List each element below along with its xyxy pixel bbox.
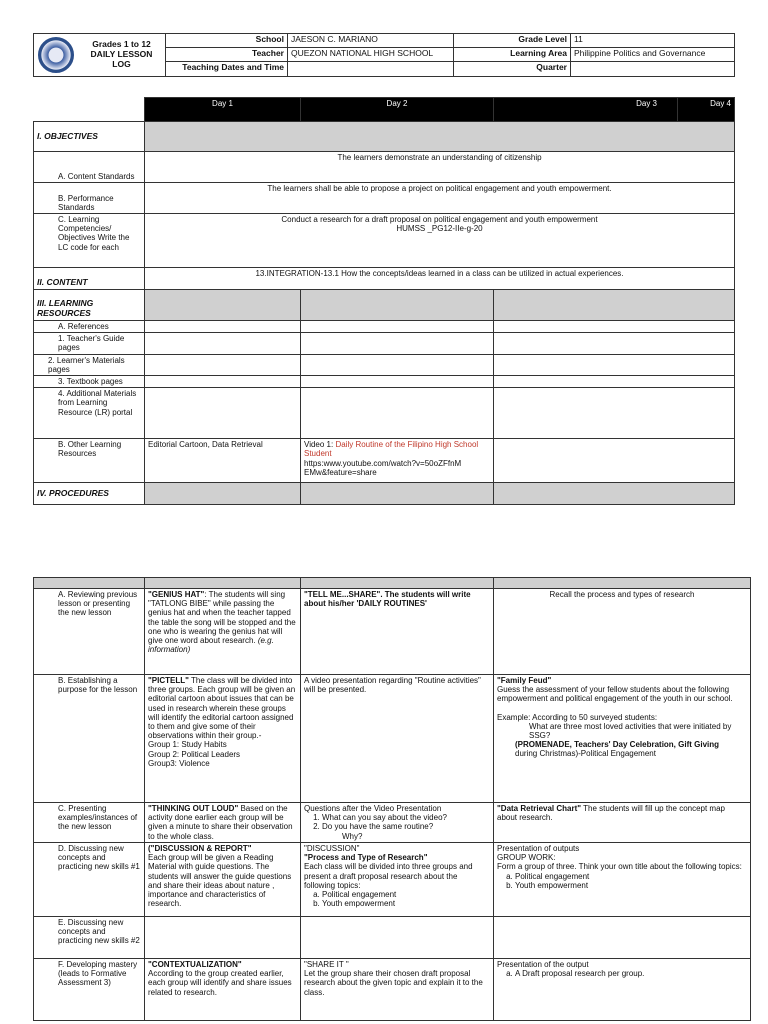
genius-hat-example: (e.g. information) <box>148 635 274 655</box>
competencies-text: Conduct a research for a draft proposal on political engagement and youth empowerment <box>281 215 598 224</box>
tg-d1 <box>145 333 301 354</box>
resources-heading: III. LEARNING RESOURCES <box>34 290 145 321</box>
proc-d-day2 <box>301 843 494 917</box>
discussion-topic-1: a. Political engagement <box>322 890 490 899</box>
video-questions-title: Questions after the Video Presentation <box>304 804 442 813</box>
discussion-topic-2: b. Youth empowerment <box>322 899 490 908</box>
pictell-group1: Group 1: Study Habits <box>148 740 227 750</box>
tg-d3 <box>494 333 735 354</box>
thinking-out-loud-title: "THINKING OUT LOUD" <box>148 804 239 813</box>
procedures-gray-3 <box>494 483 735 505</box>
contextualization-title: "CONTEXTUALIZATION" <box>148 960 242 969</box>
discussion-text: Each class will be divided into three groups and present a draft proposal research about the following topics: <box>304 862 473 890</box>
video-link[interactable]: Daily Routine of the Filipino High School Student <box>304 440 479 459</box>
dates-label: Teaching Dates and Time <box>166 62 288 77</box>
proc-f-day1 <box>145 959 301 1021</box>
references-d1 <box>145 321 301 333</box>
proc-d-day1 <box>145 843 301 917</box>
teacher-value: QUEZON NATIONAL HIGH SCHOOL <box>288 47 454 62</box>
day2-header: Day 2 <box>301 98 494 122</box>
grade-label: Grade Level <box>454 34 571 48</box>
output-item: a. A Draft proposal research per group. <box>515 969 747 978</box>
pictell-text: The class will be divided into three groups. Each group will be given an editorial cartoon about issues that can be used in research wherein these groups will identify the editorial cartoon assigned to them and give some of their observations within their group.- <box>148 676 296 741</box>
pictell-title: "PICTELL" <box>148 676 189 685</box>
lm-d2 <box>301 354 494 375</box>
proc-e-day1 <box>145 917 301 959</box>
procedures-gray-2 <box>301 483 494 505</box>
group-work-topic-2: b. Youth empowerment <box>515 881 747 890</box>
references-d3 <box>494 321 735 333</box>
lesson-table-procedures <box>33 577 751 1021</box>
objectives-gray <box>145 122 735 152</box>
family-feud-question: What are three most loved activities that were initiated by SSG? <box>529 721 732 740</box>
data-retrieval-title: "Data Retrieval Chart" <box>497 804 582 813</box>
proc-a-day3: Recall the process and types of research <box>494 589 751 675</box>
content-standards-label: A. Content Standards <box>34 152 145 183</box>
proc-f-day3 <box>494 959 751 1021</box>
proc-e-label: E. Discussing new concepts and practicing new skills #2 <box>34 917 145 959</box>
proc-e-day2 <box>301 917 494 959</box>
textbook-d1 <box>145 375 301 387</box>
pictell-group2: Group 2: Political Leaders <box>148 749 241 759</box>
day3-header: Day 3 <box>494 98 678 122</box>
performance-standards-text: The learners shall be able to propose a project on political engagement and youth empowerment. <box>145 183 735 214</box>
thinking-out-loud-text: Based on the activity done earlier each group will be given a minute to share their observation to the whole class. <box>148 804 293 841</box>
day4-header: Day 4 <box>678 98 735 122</box>
proc-a-day1 <box>145 589 301 675</box>
school-label: School <box>166 34 288 48</box>
lesson-table-top <box>33 97 735 505</box>
quarter-value <box>571 62 735 77</box>
resources-gray-1 <box>145 290 301 321</box>
procedures-gray-1 <box>145 483 301 505</box>
video-question-2: 2. Do you have the same routine? <box>322 822 490 831</box>
blank-corner <box>34 98 145 122</box>
other-resources-day3 <box>494 439 735 483</box>
proc-top-gray-2 <box>301 578 494 589</box>
proc-b-day2: A video presentation regarding "Routine activities" will be presented. <box>301 675 494 803</box>
textbook-d3 <box>494 375 735 387</box>
resources-gray-2 <box>301 290 494 321</box>
content-text: 13.INTEGRATION-13.1 How the concepts/ideas learned in a class can be utilized in actual experiences. <box>145 268 735 290</box>
dates-value <box>288 62 454 77</box>
proc-d-label: D. Discussing new concepts and practicing new skills #1 <box>34 843 145 917</box>
competencies-label: C. Learning Competencies/ Objectives Write the LC code for each <box>34 214 145 268</box>
title-line3: LOG <box>112 58 131 69</box>
additional-d3 <box>494 388 735 439</box>
other-resources-label: B. Other Learning Resources <box>34 439 145 483</box>
discussion-report-text: Each group will be given a Reading Material with guide questions. The students will answer the guide questions and share their ideas about nature , importance and characteristics of research. <box>148 853 292 909</box>
video-prefix: Video 1: <box>304 440 336 450</box>
group-work-presentation: Presentation of outputs <box>497 844 580 853</box>
grade-value: 11 <box>571 34 735 48</box>
discussion-report-title: ("DISCUSSION & REPORT" <box>148 844 252 853</box>
pictell-group3: Group3: Violence <box>148 758 210 768</box>
proc-c-day3 <box>494 803 751 843</box>
proc-a-label: A. Reviewing previous lesson or presenting the new lesson <box>34 589 145 675</box>
proc-c-label: C. Presenting examples/instances of the new lesson <box>34 803 145 843</box>
output-presentation: Presentation of the output <box>497 960 589 969</box>
share-it-text: Let the group share their chosen draft proposal research about the given topic and explain it to the class. <box>304 969 483 997</box>
family-feud-answer2: during Christmas)-Political Engagement <box>515 749 656 759</box>
performance-standards-label: B. Performance Standards <box>34 183 145 214</box>
group-work-topic-1: a. Political engagement <box>515 872 747 881</box>
school-value: JAESON C. MARIANO <box>288 34 454 48</box>
resources-gray-3 <box>494 290 735 321</box>
competencies-code: HUMSS _PG12-IIe-g-20 <box>396 224 483 234</box>
data-retrieval-text: The students will fill up the concept map about research. <box>497 804 725 823</box>
tg-label: 1. Teacher's Guide pages <box>34 333 145 354</box>
header-table <box>33 33 735 77</box>
additional-label: 4. Additional Materials from Learning Resource (LR) portal <box>34 388 145 439</box>
additional-d1 <box>145 388 301 439</box>
contextualization-text: According to the group created earlier, each group will identify and share issues related to research. <box>148 969 292 997</box>
proc-e-day3 <box>494 917 751 959</box>
family-feud-title: "Family Feud" <box>497 676 552 685</box>
proc-f-day2 <box>301 959 494 1021</box>
proc-b-day3 <box>494 675 751 803</box>
group-work-text: Form a group of three. Think your own title about the following topics: <box>497 862 742 872</box>
day1-header: Day 1 <box>145 98 301 122</box>
video-url[interactable]: https:www.youtube.com/watch?v=50oZFfnM EMw&feature=share <box>304 458 462 477</box>
lm-label: 2. Learner's Materials pages <box>34 354 145 375</box>
title-line1: Grades 1 to 12 <box>92 39 151 50</box>
lm-d3 <box>494 354 735 375</box>
additional-d2 <box>301 388 494 439</box>
family-feud-text: Guess the assessment of your fellow students about the following empowerment and political engagement of the youth in our school. <box>497 685 733 704</box>
competencies-cell <box>145 214 735 268</box>
video-question-1: 1. What can you say about the video? <box>322 813 490 822</box>
genius-hat-title: "GENIUS HAT" <box>148 590 205 599</box>
procedures-heading: IV. PROCEDURES <box>34 483 145 505</box>
proc-d-day3 <box>494 843 751 917</box>
discussion-title: "DISCUSSION" <box>304 844 360 853</box>
proc-top-gray-0 <box>34 578 145 589</box>
proc-f-label: F. Developing mastery (leads to Formative Assessment 3) <box>34 959 145 1021</box>
video-question-3: Why? <box>342 831 363 841</box>
tg-d2 <box>301 333 494 354</box>
references-d2 <box>301 321 494 333</box>
proc-b-day1 <box>145 675 301 803</box>
title-line2: DAILY LESSON <box>90 49 153 60</box>
group-work-label: GROUP WORK: <box>497 853 556 863</box>
logo-title-cell <box>34 34 166 77</box>
objectives-heading: I. OBJECTIVES <box>34 122 145 152</box>
proc-top-gray-1 <box>145 578 301 589</box>
textbook-label: 3. Textbook pages <box>34 375 145 387</box>
content-standards-text: The learners demonstrate an understanding of citizenship <box>145 152 735 183</box>
other-resources-day2 <box>301 439 494 483</box>
references-label: A. References <box>34 321 145 333</box>
area-value: Philippine Politics and Governance <box>571 47 735 62</box>
deped-seal-icon <box>38 37 74 73</box>
family-feud-example: Example: According to 50 surveyed students: <box>497 712 658 722</box>
share-it-title: "SHARE IT " <box>304 960 349 969</box>
textbook-d2 <box>301 375 494 387</box>
proc-c-day2 <box>301 803 494 843</box>
proc-c-day1 <box>145 803 301 843</box>
lm-d1 <box>145 354 301 375</box>
discussion-subtitle: "Process and Type of Research" <box>304 853 428 863</box>
quarter-label: Quarter <box>454 62 571 77</box>
proc-b-label: B. Establishing a purpose for the lesson <box>34 675 145 803</box>
family-feud-answer: (PROMENADE, Teachers' Day Celebration, Gift Giving <box>515 740 720 750</box>
area-label: Learning Area <box>454 47 571 62</box>
genius-hat-text: : The students will sing "TATLONG BIBE" while passing the genius hat and when the teacher tapped the table the song will be stopped and the one who is wearing the genius hat will give one word about research. <box>148 590 296 645</box>
proc-a-day2: "TELL ME...SHARE". The students will write about his/her 'DAILY ROUTINES' <box>301 589 494 675</box>
other-resources-day1: Editorial Cartoon, Data Retrieval <box>145 439 301 483</box>
teacher-label: Teacher <box>166 47 288 62</box>
content-heading: II. CONTENT <box>34 268 145 290</box>
proc-top-gray-3 <box>494 578 751 589</box>
